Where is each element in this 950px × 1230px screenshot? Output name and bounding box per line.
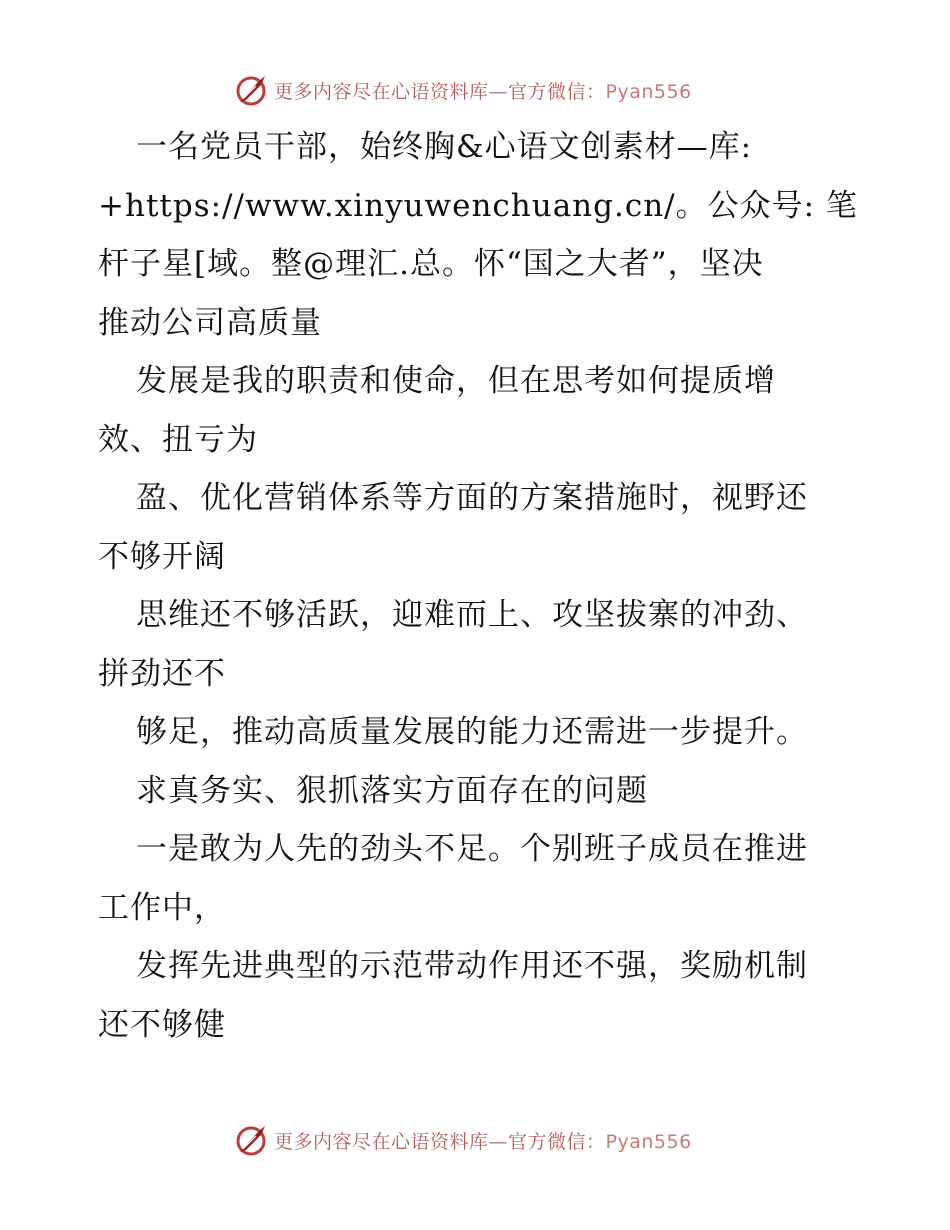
footer-watermark [234, 1120, 692, 1160]
text-line: 够足，推动高质量发展的能力还需进一步提升。 [136, 714, 808, 750]
brand-text: 更多内容尽在心语资料库 [274, 80, 489, 103]
document-body [98, 118, 858, 1054]
quill-logo-icon [234, 1122, 270, 1158]
text-line: 工作中， [98, 889, 226, 926]
brand-text: 更多内容尽在心语资料库 [274, 1130, 489, 1153]
contact-label: 官方微信： [508, 80, 606, 103]
contact-value: Pyan556 [605, 1130, 692, 1153]
text-line: 发挥先进典型的示范带动作用还不强，奖励机制 [136, 948, 808, 984]
text-line: 一名党员干部，始终胸&心语文创素材—库: [136, 129, 753, 165]
text-line: 求真务实、狠抓落实方面存在的问题 [136, 772, 648, 809]
banner-separator: — [488, 80, 509, 103]
quill-logo-icon [234, 72, 270, 108]
text-line: 不够开阔 [98, 538, 226, 575]
text-line: 还不够健 [98, 1006, 226, 1043]
text-line: 发展是我的职责和使命，但在思考如何提质增 [136, 363, 776, 399]
text-line: 效、扭亏为 [98, 421, 258, 458]
text-line: 一是敢为人先的劲头不足。个别班子成员在推进 [136, 831, 808, 867]
text-line: 杆子星[域。整@理汇.总。怀“国之大者”，坚决 [98, 246, 764, 282]
text-line: 拼劲还不 [98, 655, 226, 692]
text-line: 思维还不够活跃，迎难而上、攻坚拔寨的冲劲、 [136, 597, 808, 633]
text-line: 盈、优化营销体系等方面的方案措施时，视野还 [136, 480, 808, 516]
contact-label: 官方微信： [508, 1130, 606, 1153]
contact-value: Pyan556 [605, 80, 692, 103]
header-watermark [234, 70, 692, 110]
text-line: +https://www.xinyuwenchuang.cn/。公众号: 笔 [98, 187, 858, 224]
text-line: 推动公司高质量 [98, 304, 322, 341]
banner-separator: — [488, 1130, 509, 1153]
